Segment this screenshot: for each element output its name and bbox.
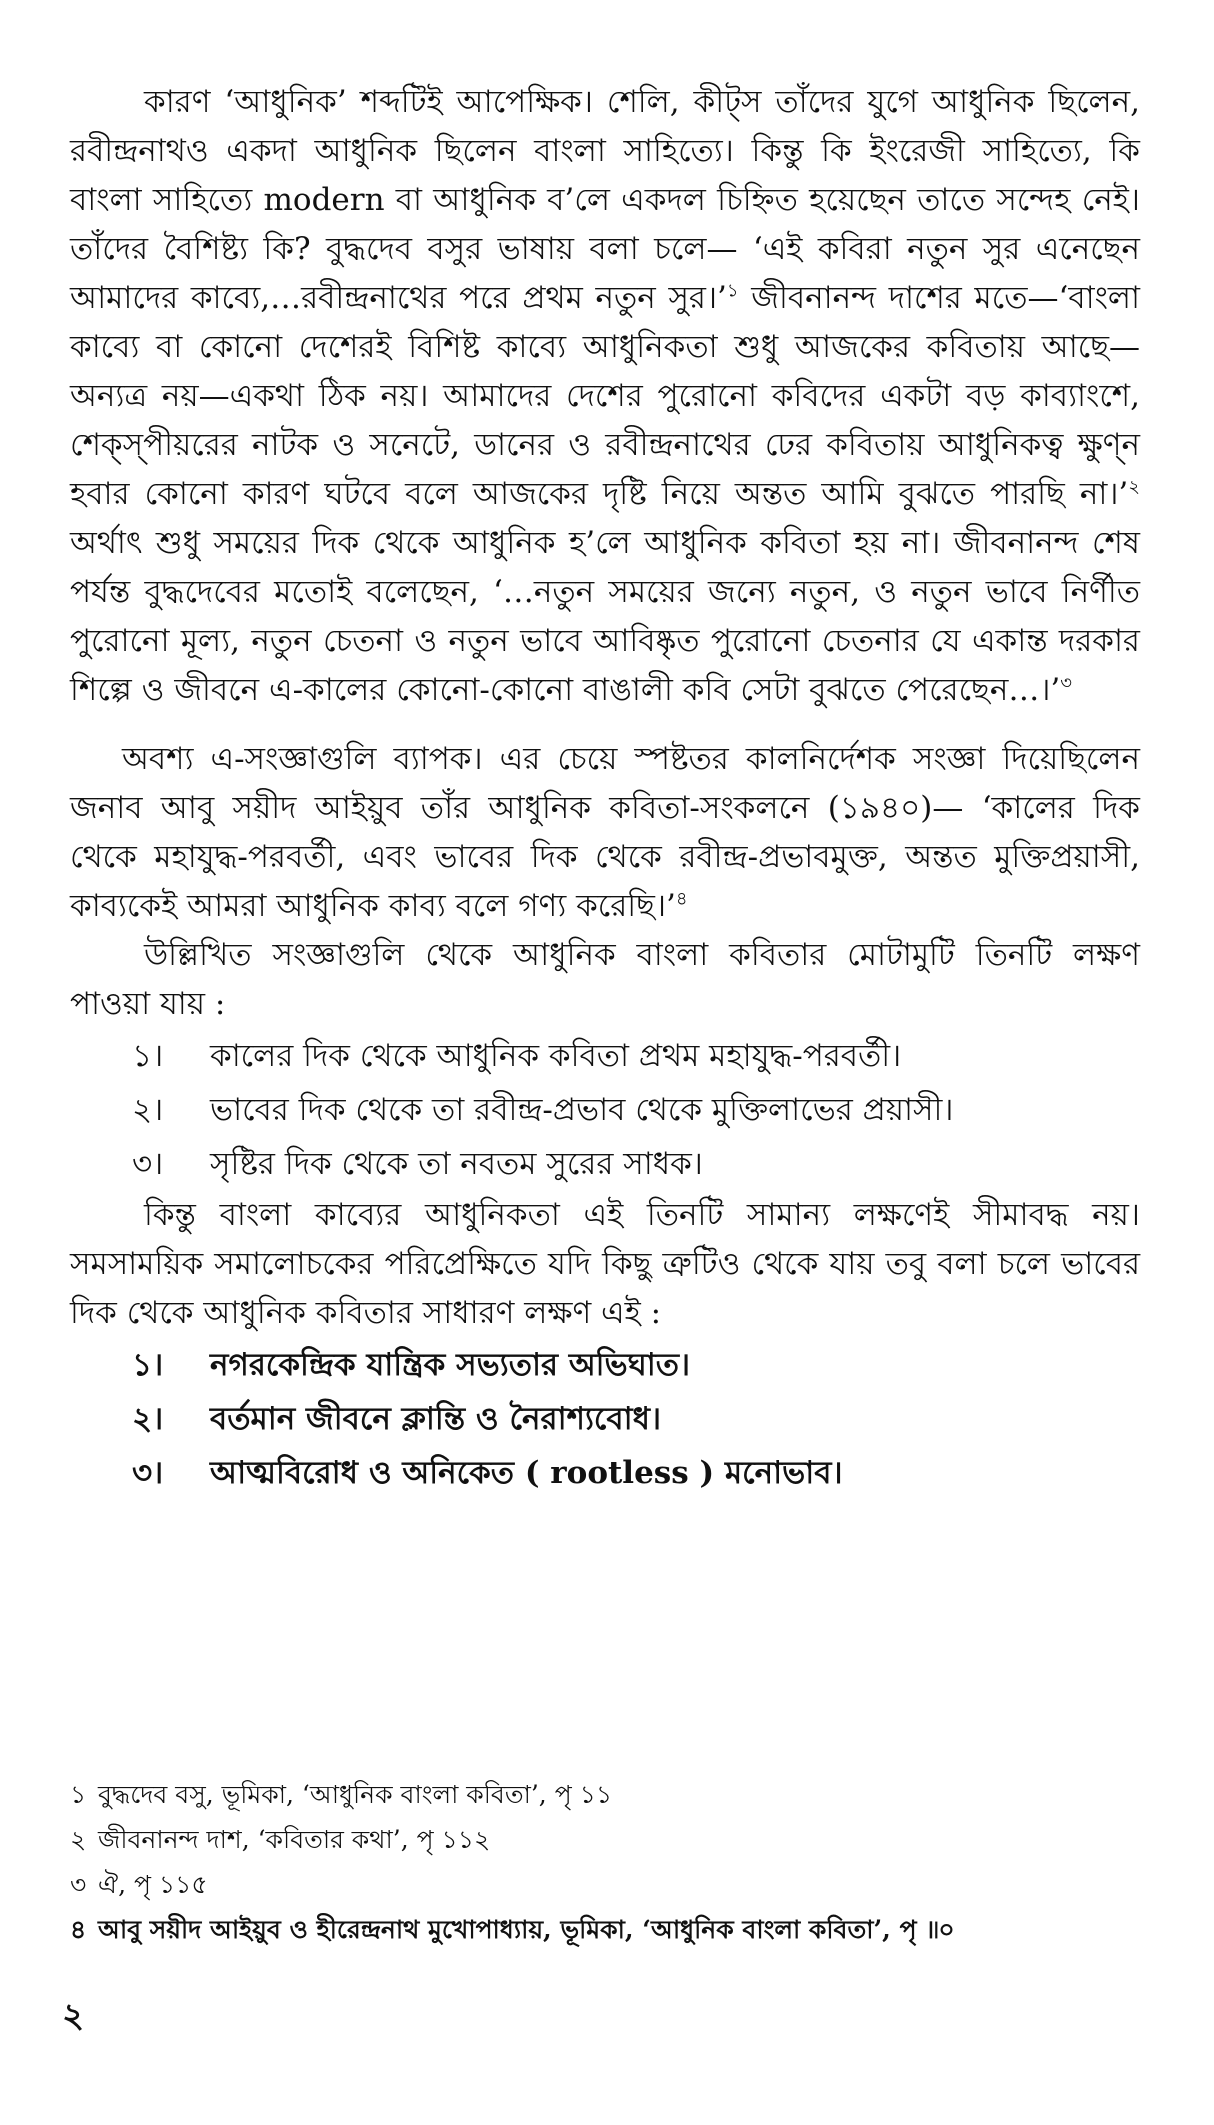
footnote-text: আবু সয়ীদ আইয়ুব ও হীরেন্দ্রনাথ মুখোপাধ্যায়, ভূমিকা, ‘আধুনিক বাংলা কবিতা’, পৃ ।৷০: [98, 1915, 955, 1944]
list-text: বর্তমান জীবনে ক্লান্তি ও নৈরাশ্যবোধ।: [210, 1401, 662, 1437]
page-number: ২: [62, 1996, 85, 2036]
list-number: ১।: [132, 1347, 164, 1383]
footnote-ref-4[interactable]: ৪: [675, 888, 688, 910]
footnote-text: জীবনানন্দ দাশ, ‘কবিতার কথা’, পৃ ১১২: [98, 1825, 491, 1854]
paragraph-text: জীবনানন্দ দাশের মতে—‘বাংলা কাব্যে বা কোনো দেশেরই বিশিষ্ট কাব্যে আধুনিকতা শুধু আজকের কবিতায় আছে—অন্যত্র নয়—একথা ঠিক নয়। আমাদের দেশের পুরোনো কবিদের একটা বড় কাব্যাংশে, শেক্‌স্‌পীয়রের নাটক ও সনেটে, ডানের ও রবীন্দ্রনাথের ঢের কবিতায় আধুনিকত্ব ক্ষুণ্ন হবার কোনো কারণ ঘটবে বলে আজকের দৃষ্টি নিয়ে অন্তত আমি বুঝতে পারছি না।’: [70, 280, 1141, 512]
footnote-number: ১: [70, 1780, 87, 1809]
footnote-text: ঐ, পৃ ১১৫: [98, 1870, 208, 1899]
feature-list-one: [70, 1029, 1140, 1191]
paragraph-gap: [70, 715, 1140, 735]
list-number: ২।: [132, 1092, 164, 1128]
list-item: [70, 1446, 1140, 1500]
feature-list-two: [70, 1338, 1140, 1500]
list-text: কালের দিক থেকে আধুনিক কবিতা প্রথম মহাযুদ্ধ-পরবর্তী।: [210, 1038, 902, 1074]
footnote-text: বুদ্ধদেব বসু, ভূমিকা, ‘আধুনিক বাংলা কবিতা’, পৃ ১১: [98, 1780, 613, 1809]
paragraph-text: উল্লিখিত সংজ্ঞাগুলি থেকে আধুনিক বাংলা কবিতার মোটামুটি তিনটি লক্ষণ পাওয়া যায় :: [70, 937, 1140, 1022]
footnote-2: [70, 1817, 1150, 1862]
paragraph-three-features-intro: [70, 931, 1140, 1029]
list-item: [70, 1137, 1140, 1191]
list-number: ২।: [132, 1401, 164, 1437]
footnote-4: [70, 1907, 1150, 1952]
footnotes: [70, 1772, 1150, 1952]
paragraph-general-features-intro: [70, 1191, 1140, 1338]
list-item: [70, 1392, 1140, 1446]
list-text: নগরকেন্দ্রিক যান্ত্রিক সভ্যতার অভিঘাত।: [210, 1347, 691, 1383]
list-item: [70, 1029, 1140, 1083]
paragraph-text: অবশ্য এ-সংজ্ঞাগুলি ব্যাপক। এর চেয়ে স্পষ্টতর কালনির্দেশক সংজ্ঞা দিয়েছিলেন জনাব আবু সয়ীদ আইয়ুব তাঁর আধুনিক কবিতা-সংকলনে (১৯৪০)— ‘কালের দিক থেকে মহাযুদ্ধ-পরবর্তী, এবং ভাবের দিক থেকে রবীন্দ্র-প্রভাবমুক্ত, অন্তত মুক্তিপ্রয়াসী, কাব্যকেই আমরা আধুনিক কাব্য বলে গণ্য করেছি।’: [70, 741, 1140, 924]
list-text: আত্মবিরোধ ও অনিকেত ( rootless ) মনোভাব।: [210, 1455, 843, 1491]
paragraph-text: অর্থাৎ শুধু সময়ের দিক থেকে আধুনিক হ’লে আধুনিক কবিতা হয় না। জীবনানন্দ শেষ পর্যন্ত বুদ্ধদেবের মতোই বলেছেন, ‘…নতুন সময়ের জন্যে নতুন, ও নতুন ভাবে নির্ণীত পুরোনো মূল্য, নতুন চেতনা ও নতুন ভাবে আবিষ্কৃত পুরোনো চেতনার যে একান্ত দরকার শিল্পে ও জীবনে এ-কালের কোনো-কোনো বাঙালী কবি সেটা বুঝতে পেরেছেন…।’: [70, 525, 1140, 708]
footnote-number: ২: [70, 1825, 87, 1854]
footnote-1: [70, 1772, 1150, 1817]
list-number: ১।: [132, 1038, 164, 1074]
footnote-ref-3[interactable]: ৩: [1060, 672, 1072, 694]
list-item: [70, 1083, 1140, 1137]
paragraph-modern-definition: [70, 78, 1140, 715]
footnote-ref-1[interactable]: ১: [726, 280, 739, 302]
footnote-3: [70, 1862, 1150, 1907]
paragraph-text: কারণ ‘আধুনিক’ শব্দটিই আপেক্ষিক। শেলি, কীট্‌স তাঁদের যুগে আধুনিক ছিলেন, রবীন্দ্রনাথও একদা আধুনিক ছিলেন বাংলা সাহিত্যে। কিন্তু কি ইংরেজী সাহিত্যে, কি বাংলা সাহিত্যে modern বা আধুনিক ব’লে একদল চিহ্নিত হয়েছেন তাতে সন্দেহ নেই। তাঁদের বৈশিষ্ট্য কি? বুদ্ধদেব বসুর ভাষায় বলা চলে— ‘এই কবিরা নতুন সুর এনেছেন আমাদের কাব্যে,…রবীন্দ্রনাথের পরে প্রথম নতুন সুর।’: [70, 84, 1140, 316]
paragraph-ayub-definition: [70, 735, 1140, 931]
list-text: সৃষ্টির দিক থেকে তা নবতম সুরের সাধক।: [210, 1146, 703, 1182]
list-number: ৩।: [132, 1146, 164, 1182]
list-text: ভাবের দিক থেকে তা রবীন্দ্র-প্রভাব থেকে মুক্তিলাভের প্রয়াসী।: [210, 1092, 954, 1128]
page-body: [70, 78, 1140, 1500]
list-item: [70, 1338, 1140, 1392]
footnote-ref-2[interactable]: ২: [1128, 476, 1140, 498]
list-number: ৩।: [132, 1455, 164, 1491]
footnote-number: ৪: [70, 1915, 87, 1944]
footnote-number: ৩: [70, 1870, 87, 1899]
paragraph-text: কিন্তু বাংলা কাব্যের আধুনিকতা এই তিনটি সামান্য লক্ষণেই সীমাবদ্ধ নয়। সমসাময়িক সমালোচকের পরিপ্রেক্ষিতে যদি কিছু ত্রুটিও থেকে যায় তবু বলা চলে ভাবের দিক থেকে আধুনিক কবিতার সাধারণ লক্ষণ এই :: [70, 1197, 1140, 1331]
